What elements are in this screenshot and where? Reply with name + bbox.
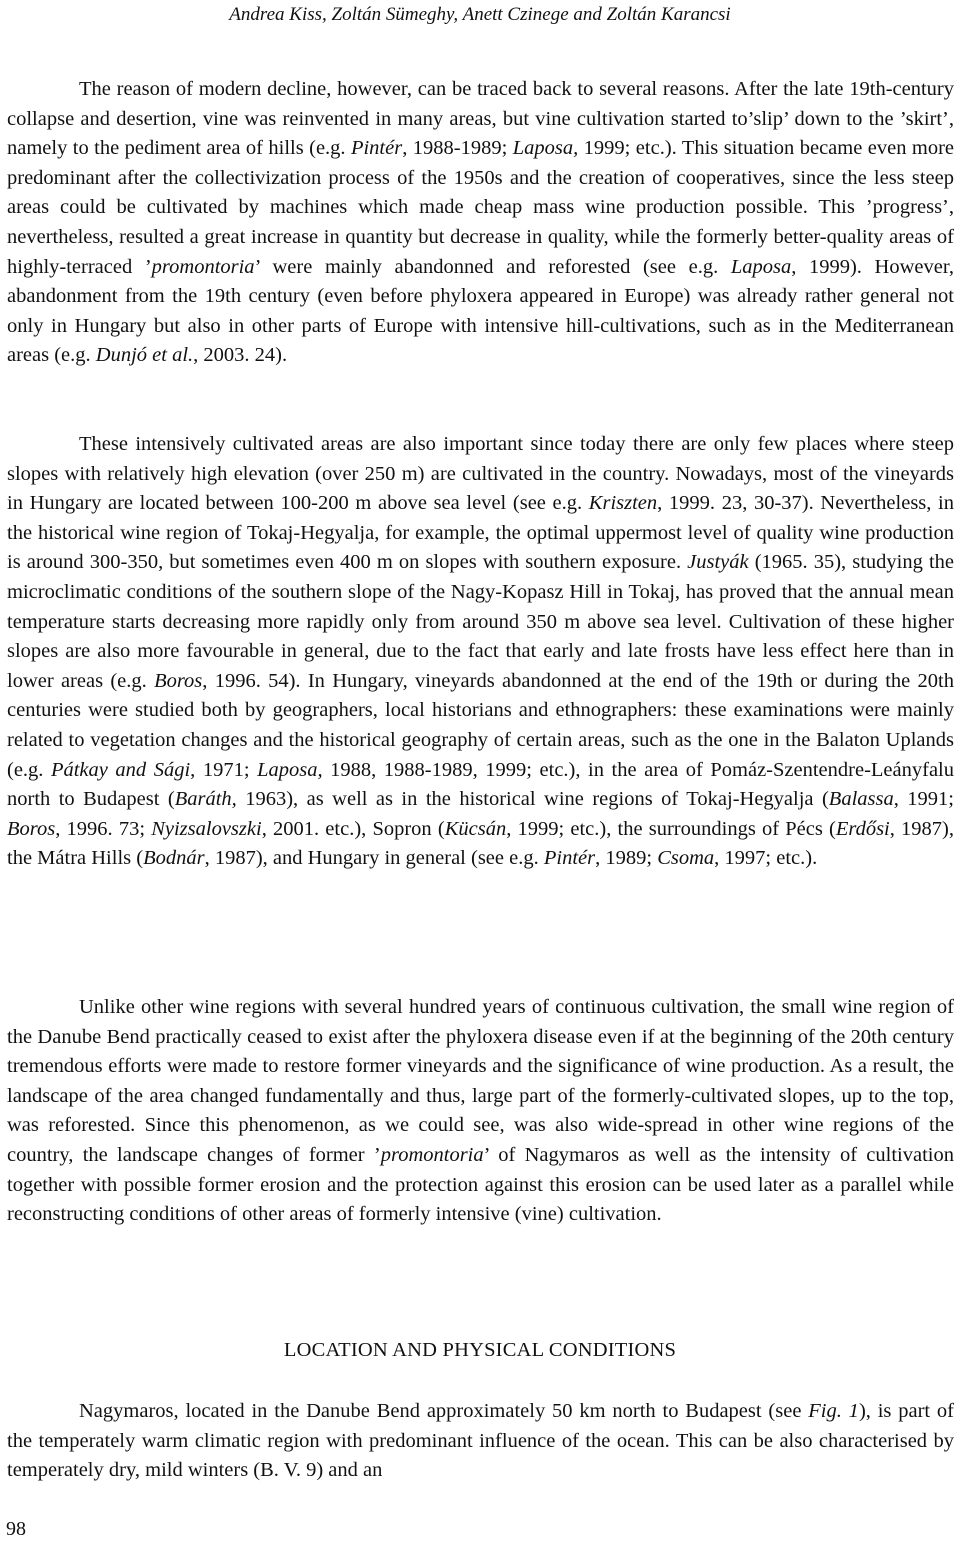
citation-italic: promontoria <box>151 255 255 278</box>
text-run: , 1987), the Mátra Hills ( <box>7 817 955 870</box>
section-paragraph <box>7 1397 954 1486</box>
citation-italic: promontoria <box>380 1143 484 1166</box>
citation-italic: Dunjó et al. <box>95 344 194 367</box>
text-run: (1965. 35), studying the microclimatic conditions of the southern slope of the Nagy-Kopasz Hill in Tokaj, has proved that the annual mean temperature starts decreasing more rapidly only from around 350 m above sea level. Cultivation of these higher slopes are also more favourable in general, due to the fact that early and late frosts have less effect here than in lower areas (e.g. <box>7 551 954 692</box>
text-run: , 1988-1989; <box>402 137 513 160</box>
text-run: These intensively cultivated areas are also important since today there are only few places where steep slopes with relatively high elevation (over 250 m) are cultivated in the country. Nowadays, most of the vineyards in Hungary are located between 100-200 m above sea level (see e.g. <box>7 433 954 515</box>
citation-italic: Justyák <box>687 551 749 574</box>
text-run: , 1987), and Hungary in general (see e.g. <box>204 847 544 870</box>
citation-italic: Kriszten <box>588 492 658 515</box>
citation-italic: Nyizsalovszki <box>151 817 262 840</box>
text-run: , 1989; <box>595 847 658 870</box>
text-run: Nagymaros, located in the Danube Bend approximately 50 km north to Budapest (see <box>79 1400 809 1422</box>
citation-italic: Laposa <box>730 255 792 278</box>
section-heading: LOCATION AND PHYSICAL CONDITIONS <box>283 1339 677 1361</box>
citation-italic: Csoma <box>657 847 715 870</box>
body-paragraph-1 <box>7 75 954 371</box>
paragraph-text <box>7 993 954 1230</box>
text-run: , 1971; <box>190 758 258 781</box>
paragraph-text <box>7 75 954 371</box>
text-run: 1988, 1988-1989, 1999; etc.), in the area of Pomáz-Szentendre-Leányfalu north to Budapest ( <box>7 758 954 811</box>
citation-italic: Pintér <box>350 137 403 160</box>
text-run: , 2003. 24). <box>193 344 288 367</box>
citation-italic: Laposa, <box>257 758 323 781</box>
text-run: , 1997; etc.). <box>714 847 818 870</box>
running-header-authors: Andrea Kiss, Zoltán Sümeghy, Anett Czinege and Zoltán Karancsi <box>229 4 731 25</box>
citation-italic: Boros <box>7 817 56 840</box>
body-paragraph-2 <box>7 430 954 874</box>
text-run: 1999; etc.). This situation became even more predominant after the collectivization process of the 1950s and the creation of cooperatives, since the less steep areas could be cultivated by machines which made cheap mass wine production possible. This ’progress’, nevertheless, resulted a great increase in quantity but decrease in quality, while the formerly better-quality areas of highly-terraced ’ <box>7 137 954 278</box>
citation-italic: Erdősi <box>835 817 890 840</box>
text-run: , 1991; <box>893 788 955 811</box>
paragraph-text <box>7 1397 954 1486</box>
text-run: ’ were mainly abandonned and reforested (see e.g. <box>254 255 731 278</box>
page-number: 98 <box>6 1518 26 1540</box>
citation-italic: Pintér <box>543 847 596 870</box>
citation-italic: Balassa <box>828 788 894 811</box>
citation-italic: Baráth, <box>174 788 237 811</box>
citation-italic: Pátkay and Sági <box>50 758 191 781</box>
citation-italic: Boros <box>154 669 203 692</box>
text-run: ’ of Nagymaros as well as the intensity of cultivation together with possible former erosion and the protection against this erosion can be used later as a parallel while reconstructing conditions of other areas of formerly intensive (vine) cultivation. <box>7 1143 954 1226</box>
citation-italic: Laposa, <box>512 137 579 160</box>
paragraph-text <box>7 430 954 874</box>
citation-italic: Bodnár <box>143 847 205 870</box>
text-run: , 1999. 23, 30-37). Nevertheless, in the historical wine region of Tokaj-Hegyalja, for example, the optimal uppermost level of quality wine production is around 300-350, but sometimes even 400 m on slopes with southern exposure. <box>7 492 954 574</box>
text-run: , 1999; etc.), the surroundings of Pécs ( <box>506 817 836 840</box>
text-run: , 1999). However, abandonment from the 19th century (even before phyloxera appeared in Europe) was already rather general not only in Hungary but also in other parts of Europe with intensive hill-cultivations, such as in the Mediterranean areas (e.g. <box>7 255 954 367</box>
text-run: , 2001. etc.), Sopron ( <box>261 817 445 840</box>
body-paragraph-3 <box>7 993 954 1230</box>
text-run: Unlike other wine regions with several hundred years of continuous cultivation, the small wine region of the Danube Bend practically ceased to exist after the phyloxera disease even if at the beginning of the 20th century tremendous efforts were made to restore former vineyards and the significance of wine production. As a result, the landscape of the area changed fundamentally and thus, large part of the formerly-cultivated slopes, up to the top, was reforested. Since this phenomenon, as we could see, was also wide-spread in other wine regions of the country, the landscape changes of former ’ <box>7 996 954 1166</box>
text-run: , 1996. 73; <box>55 817 152 840</box>
text-run: ), is part of the temperately warm climatic region with predominant influence of the ocean. This can be also characterised by temperately dry, mild winters (B. V. 9) and an <box>7 1400 955 1482</box>
citation-italic: Kücsán <box>444 817 507 840</box>
citation-italic: Fig. 1 <box>808 1400 859 1422</box>
text-run: 1963), as well as in the historical wine regions of Tokaj-Hegyalja ( <box>236 788 829 811</box>
text-run: The reason of modern decline, however, can be traced back to several reasons. After the late 19th-century collapse and desertion, vine was reinvented in many areas, but vine cultivation started to’slip’ down to the ’skirt’, namely to the pediment area of hills (e.g. <box>7 78 954 160</box>
text-run: , 1996. 54). In Hungary, vineyards abandonned at the end of the 19th or during the 20th centuries were studied both by geographers, local historians and ethnographers: these examinations were mainly related to vegetation changes and the historical geography of certain areas, such as the one in the Balaton Uplands (e.g. <box>7 669 954 781</box>
